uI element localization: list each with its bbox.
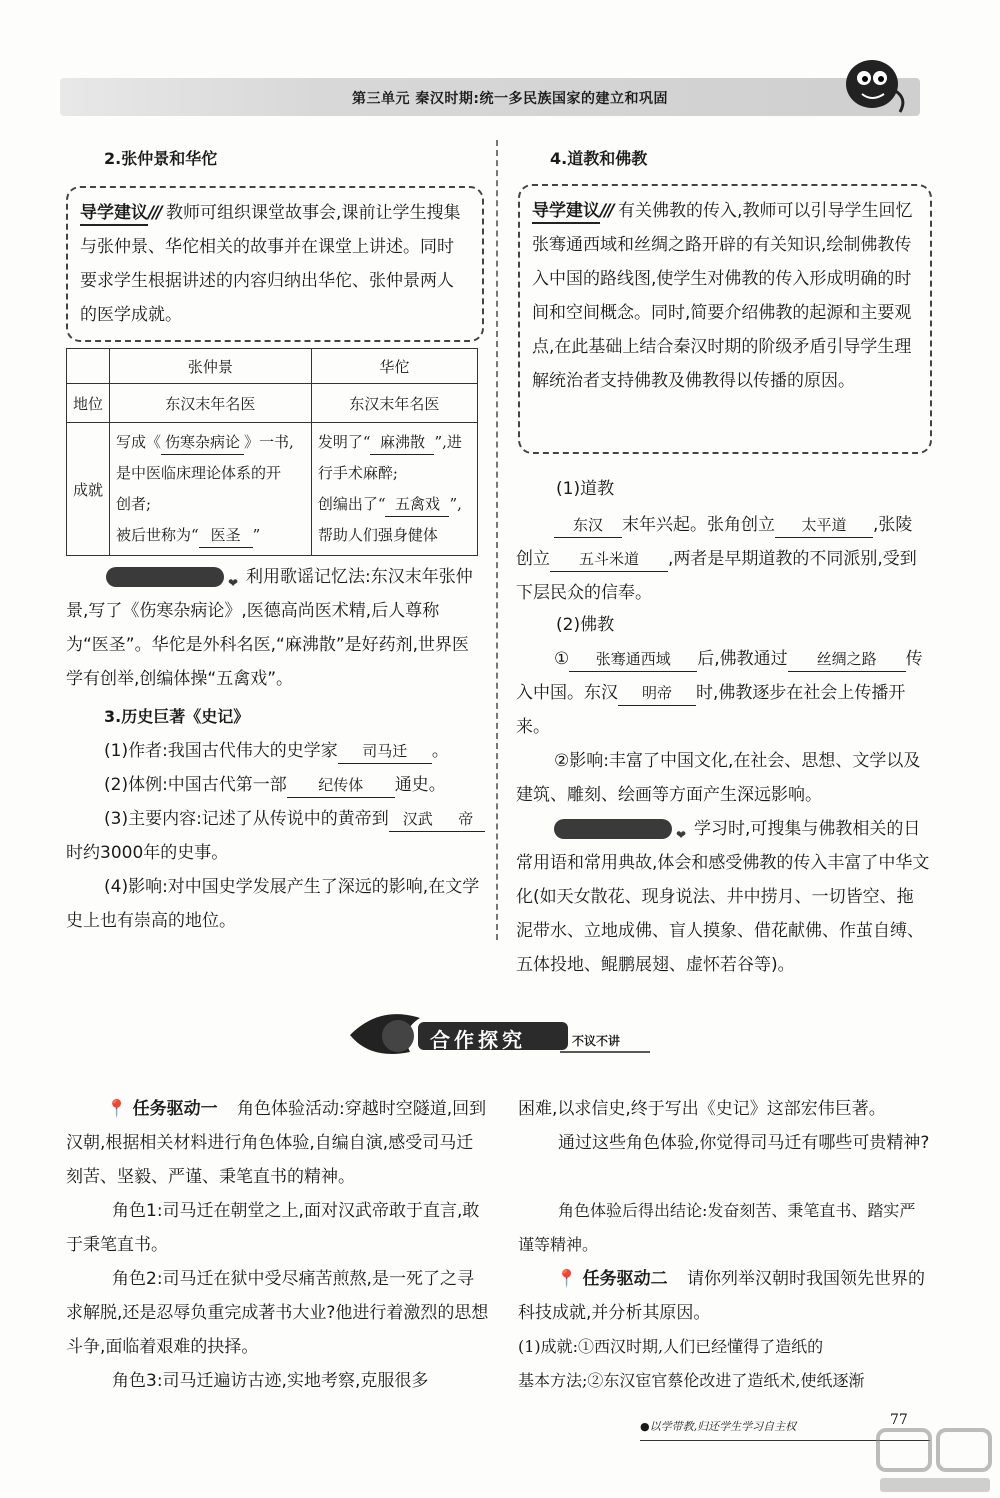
buddhism-impact: ②影响:丰富了中国文化,在社会、思想、文学以及建筑、雕刻、绘画等方面产生深远影响。 xyxy=(516,751,921,805)
task-1-question: 通过这些角色体验,你觉得司马迁有哪些可贵精神? xyxy=(558,1133,930,1153)
hua-status: 东汉末年名医 xyxy=(311,384,477,423)
hua-achievement: 发明了“ 麻沸散 ”,进 行手术麻醉; 创编出了“ 五禽戏 ”, 帮助人们强身健体 xyxy=(311,423,477,556)
shiji-content: (3)主要内容:记述了从传说中的黄帝到 汉武 帝时约3000年的史事。 xyxy=(66,802,486,870)
section-2-heading: 2.张仲景和华佗 xyxy=(104,149,218,168)
page-number: 77 xyxy=(890,1412,908,1428)
table-corner xyxy=(67,349,110,384)
column-divider xyxy=(496,140,498,940)
section-3-heading: 3.历史巨著《史记》 xyxy=(104,707,250,726)
table-header-hua: 华佗 xyxy=(311,349,477,384)
answer-blank: 司马迁 xyxy=(338,739,432,764)
answer-blank: 太平道 xyxy=(775,513,873,538)
slash-icon: /// xyxy=(148,203,161,223)
task-1-answer: 角色体验后得出结论:发奋刻苦、秉笔直书、踏实严谨等精神。 xyxy=(518,1201,916,1254)
mascot-icon xyxy=(836,50,916,120)
daoism-heading: (1)道教 xyxy=(556,479,615,499)
task-1 xyxy=(66,1092,490,1194)
answer-blank: 五禽戏 xyxy=(385,492,449,517)
answer-blank: 明帝 xyxy=(618,681,696,706)
answer-blank: 伤寒杂病论 xyxy=(161,430,244,455)
answer-blank: 麻沸散 xyxy=(370,430,434,455)
answer-blank: 医圣 xyxy=(199,523,253,548)
answer-blank: 东汉 xyxy=(554,513,622,538)
tip-ribbon-icon xyxy=(554,819,672,839)
answer-blank: 汉武 xyxy=(389,807,447,832)
buddhism-heading: (2)佛教 xyxy=(556,615,615,635)
daoism-text: 东汉 末年兴起。张角创立 太平道 ,张陵创立 五斗米道 ,两者是早期道教的不同派别,受到下层民众的信奉。 xyxy=(516,515,917,603)
role-3: 角色3:司马迁遍访古迹,实地考察,克服很多 xyxy=(112,1371,429,1391)
table-header-zhang: 张仲景 xyxy=(110,349,312,384)
task-1-continued: 困难,以求信史,终于写出《史记》这部宏伟巨著。 xyxy=(518,1099,886,1119)
buddhism-text: ① 张骞通西域 后,佛教通过 丝绸之路 传入中国。东汉 明帝 时,佛教逐步在社会上传播开来。 xyxy=(516,649,923,737)
shiji-author: (1)作者:我国古代伟大的史学家 司马迁 。 xyxy=(104,734,484,768)
medical-table xyxy=(66,348,478,556)
task-1-label: 任务驱动一 xyxy=(132,1099,218,1119)
zhang-achievement: 写成《 伤寒杂病论 》一书, 是中医临床理论体系的开 创者; 被后世称为“ 医圣 ” xyxy=(110,423,312,556)
answer-blank: 丝绸之路 xyxy=(788,647,906,672)
guide-box-2 xyxy=(518,184,932,454)
guide-text: 有关佛教的传入,教师可以引导学生回忆张骞通西域和丝绸之路开辟的有关知识,绘制佛教传入中国的路线图,使学生对佛教的传入形成明确的时间和空间概念。同时,简要介绍佛教的起源和主要观点,在此基础上结合秦汉时期的阶级矛盾引导学生理解统治者支持佛教及佛教得以传播的原因。 xyxy=(532,201,913,391)
role-1: 角色1:司马迁在朝堂之上,面对汉武帝敢于直言,敢于秉笔直书。 xyxy=(66,1201,480,1255)
guide-text: 教师可组织课堂故事会,课前让学生搜集与张仲景、华佗相关的故事并在课堂上讲述。同时要求学生根据讲述的内容归纳出华佗、张仲景两人的医学成就。 xyxy=(80,203,461,325)
role-2: 角色2:司马迁在狱中受尽痛苦煎熬,是一死了之寻求解脱,还是忍辱负重完成著书大业?他进行着激烈的思想斗争,面临着艰难的抉择。 xyxy=(66,1269,489,1357)
slash-icon: /// xyxy=(600,201,613,221)
tip-2 xyxy=(516,812,930,982)
achievement-line-2: 基本方法;②东汉宦官蔡伦改进了造纸术,使纸逐渐 xyxy=(518,1371,865,1390)
tip-1 xyxy=(66,560,480,696)
guide-tag: 导学建议 xyxy=(80,203,148,226)
coop-title: 合作探究 xyxy=(430,1028,526,1052)
achievement-line-1: (1)成就:①西汉时期,人们已经懂得了造纸的 xyxy=(518,1337,824,1356)
tip-2-text: 学习时,可搜集与佛教相关的日常用语和常用典故,体会和感受佛教的传入丰富了中华文化(如天女散花、现身说法、井中捞月、一切皆空、拖泥带水、立地成佛、盲人摸象、借花献佛、作茧自缚、五体投地、鲲鹏展翅、虚怀若谷等)。 xyxy=(516,819,930,975)
tip-1-text: 利用歌谣记忆法:东汉末年张仲景,写了《伤寒杂病论》,医德高尚医术精,后人尊称为“医圣”。华佗是外科名医,“麻沸散”是好药剂,世界医学有创举,创编体操“五禽戏”。 xyxy=(66,567,473,689)
row-label-achievement: 成就 xyxy=(67,423,110,556)
zhang-status: 东汉末年名医 xyxy=(110,384,312,423)
shiji-impact: (4)影响:对中国史学发展产生了深远的影响,在文学史上也有崇高的地位。 xyxy=(66,877,480,931)
location-pin-icon: 📍 xyxy=(106,1099,128,1119)
location-pin-icon: 📍 xyxy=(556,1269,578,1289)
footer-slogan: ●以学带教,归还学生学习自主权 xyxy=(640,1420,797,1433)
watermark-logo xyxy=(870,1420,1000,1498)
shiji-style: (2)体例:中国古代第一部 纪传体 通史。 xyxy=(104,768,484,802)
section-4-heading: 4.道教和佛教 xyxy=(550,149,648,168)
task-1-text: 角色体验活动:穿越时空隧道,回到汉朝,根据相关材料进行角色体验,自编自演,感受司马迁刻苦、坚毅、严谨、秉笔直书的精神。 xyxy=(66,1099,487,1187)
task-2-label: 任务驱动二 xyxy=(582,1269,668,1289)
guide-box-1 xyxy=(66,186,484,342)
task-2-text: 请你列举汉朝时我国领先世界的科技成就,并分析其原因。 xyxy=(518,1269,925,1323)
answer-blank: 帝 xyxy=(447,807,485,832)
answer-blank: 张骞通西域 xyxy=(569,647,697,672)
guide-tag: 导学建议 xyxy=(532,201,600,224)
task-2 xyxy=(518,1262,930,1330)
tip-ribbon-icon xyxy=(106,567,224,587)
coop-subtitle: 不议不讲 xyxy=(572,1034,621,1048)
answer-blank: 五斗米道 xyxy=(550,547,668,572)
answer-blank: 纪传体 xyxy=(287,773,395,798)
unit-title: 第三单元 秦汉时期:统一多民族国家的建立和巩固 xyxy=(352,91,668,107)
row-label-status: 地位 xyxy=(67,384,110,423)
